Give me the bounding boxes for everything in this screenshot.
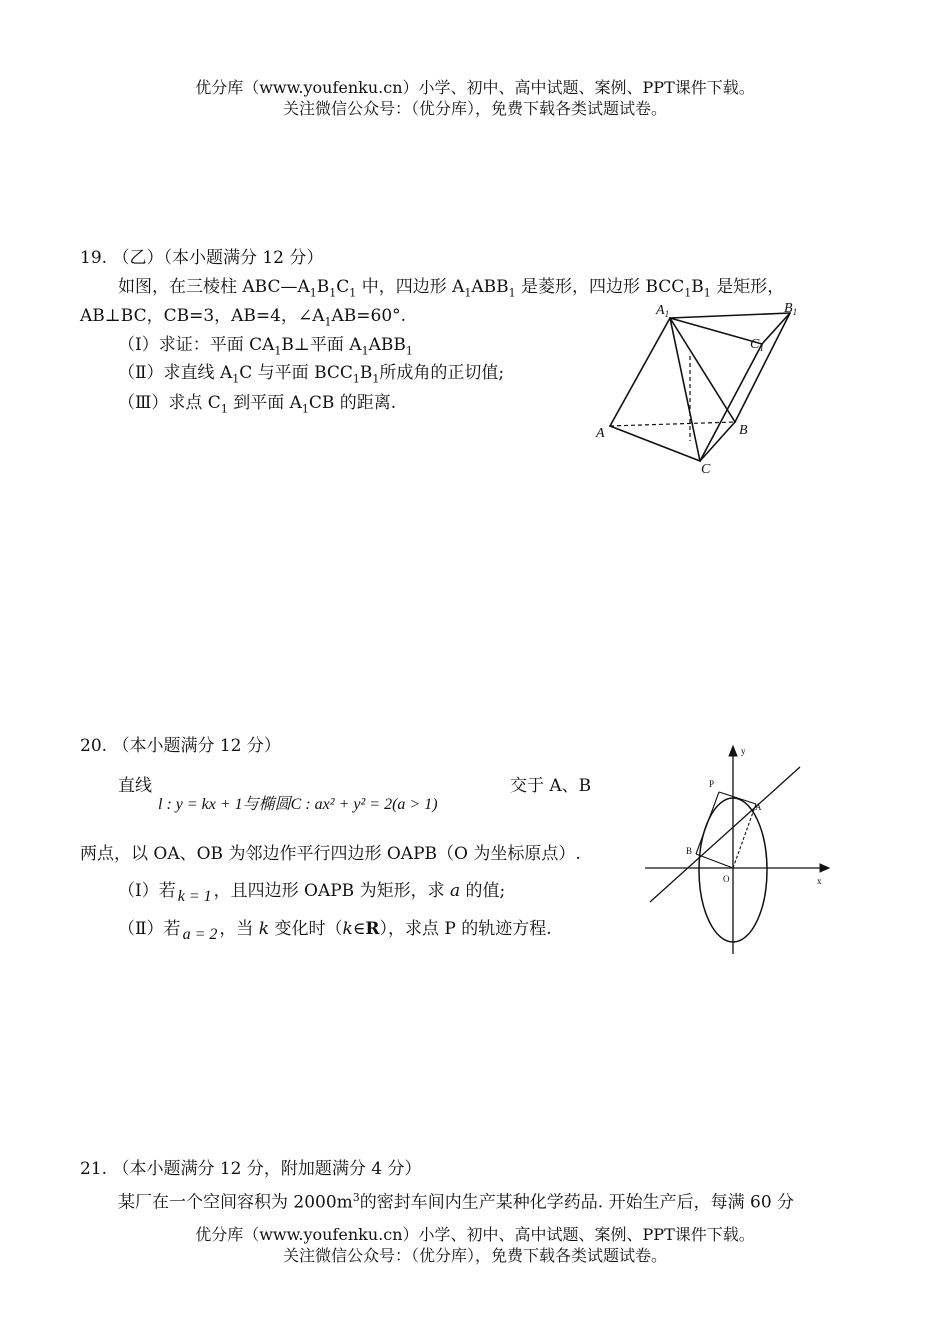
- q20-item-text: 的值;: [465, 881, 506, 901]
- q19-item-text: （Ⅲ）求点 C: [118, 393, 221, 413]
- q19-intro-text: 是矩形，: [710, 277, 785, 297]
- q20-formula: l : y = kx + 1与椭圆C : ax² + y² = 2(a > 1): [158, 796, 438, 813]
- superscript: 3: [352, 1191, 360, 1204]
- subscript: 1: [232, 372, 240, 386]
- q19-title: （乙）（本小题满分 12 分）: [112, 248, 324, 268]
- label-b1: $B_1$: [784, 301, 798, 317]
- edge-a-c: [610, 426, 700, 461]
- q21-number: 21.: [80, 1159, 108, 1179]
- q19-intro-text: 中，四边形 A: [356, 277, 465, 297]
- q19-intro-text: C: [336, 277, 350, 297]
- subscript: 1: [684, 286, 692, 300]
- q19-line2-text: AB=60°.: [331, 306, 407, 326]
- label-p: P: [709, 779, 715, 789]
- q19-item-1: [118, 334, 413, 362]
- q20-item-text: （Ⅱ）若: [118, 919, 181, 939]
- edge-c1-c: [700, 344, 762, 461]
- q20-item-text: ），求点 P 的轨迹方程.: [379, 919, 552, 939]
- q20-line2: 两点，以 OA、OB 为邻边作平行四边形 OAPB（O 为坐标原点）.: [80, 844, 581, 864]
- edge-b1-b: [735, 313, 790, 422]
- subscript: 1: [703, 286, 711, 300]
- label-y: y: [741, 746, 746, 756]
- subscript: 1: [309, 286, 317, 300]
- q20-number: 20.: [80, 736, 108, 756]
- x-axis-arrow-icon: [820, 864, 829, 872]
- y-axis-arrow-icon: [729, 746, 737, 756]
- subscript: 1: [324, 315, 332, 329]
- q20-item2-var: k: [258, 919, 270, 939]
- label-x: x: [817, 876, 822, 886]
- edge-a1-c: [670, 318, 700, 461]
- q21-text: 的密封车间内生产某种化学药品. 开始生产后，每满 60 分: [359, 1192, 795, 1213]
- subscript: 1: [349, 286, 357, 300]
- q19-item-text: （Ⅰ）求证：平面 CA: [118, 335, 275, 355]
- q20-title: （本小题满分 12 分）: [112, 736, 281, 756]
- edge-a-b-hidden: [610, 422, 735, 426]
- segment-pa: [719, 792, 756, 804]
- q19-item-2: [118, 362, 504, 390]
- q20-heading: [80, 735, 281, 757]
- q21-heading: [80, 1158, 422, 1180]
- q20-item-text: （Ⅰ）若: [118, 881, 176, 901]
- q19-item-text: CB 的距离.: [308, 393, 397, 413]
- label-b: B: [739, 423, 748, 438]
- q19-item-text: 到平面 A: [227, 393, 302, 413]
- q21-text: 某厂在一个空间容积为 2000m: [118, 1192, 353, 1213]
- q20-item2-real-set: R: [365, 919, 380, 939]
- label-a1: $A_1$: [656, 303, 670, 319]
- header-line-1: 优分库（www.youfenku.cn）小学、初中、高中试题、案例、PPT课件下载。: [195, 78, 755, 97]
- q19-heading: [80, 247, 323, 269]
- q20-item1-math: k = 1: [177, 888, 212, 905]
- q20-item-text: 变化时（: [274, 919, 343, 939]
- segment-oa: [733, 804, 756, 868]
- q19-item-text: B⊥平面 A: [281, 335, 362, 355]
- q19-intro-text: 是菱形，四边形 BCC: [515, 277, 685, 297]
- q20-item-1: [118, 880, 505, 903]
- q20-item1-var: a: [449, 881, 461, 901]
- edge-a1-b1: [670, 313, 790, 318]
- header-line-2: 关注微信公众号：（优分库），免费下载各类试题试卷。: [282, 99, 667, 118]
- q19-item-text: B: [359, 363, 373, 383]
- q19-intro-text: B: [691, 277, 704, 297]
- q20-item2-math: a = 2: [182, 926, 218, 943]
- q19-item-3: [118, 392, 396, 420]
- subscript: 1: [329, 286, 337, 300]
- segment-ob: [696, 854, 733, 868]
- q21-line1: [118, 1187, 794, 1214]
- q20-item-2: [118, 918, 552, 941]
- q20-line1-tail: 交于 A、B: [510, 776, 592, 796]
- q20-item2-var2: k: [342, 919, 353, 939]
- q19-line2-text: AB⊥BC，CB=3，AB=4，∠A: [80, 306, 325, 326]
- q19-line2: [80, 305, 406, 333]
- q20-item-text: ，且四边形 OAPB 为矩形，求: [213, 881, 445, 901]
- segment-bp: [696, 792, 719, 854]
- footer-line-2: 关注微信公众号：（优分库），免费下载各类试题试卷。: [282, 1246, 667, 1265]
- q19-item-text: ABB: [368, 335, 406, 355]
- q21-title: （本小题满分 12 分，附加题满分 4 分）: [112, 1159, 422, 1179]
- q20-item-text: ∈: [352, 919, 366, 939]
- q19-intro-text: ABB: [471, 277, 509, 297]
- q19-item-text: 所成角的正切值;: [379, 363, 505, 383]
- q19-intro-text: B: [316, 277, 330, 297]
- subscript: 1: [372, 372, 380, 386]
- footer-line-1: 优分库（www.youfenku.cn）小学、初中、高中试题、案例、PPT课件下载。: [195, 1225, 755, 1244]
- subscript: 1: [220, 402, 228, 416]
- subscript: 1: [464, 286, 472, 300]
- label-c1: $C_1$: [750, 337, 764, 353]
- q19-item-text: （Ⅱ）求直线 A: [118, 363, 233, 383]
- ellipse-figure: [640, 742, 830, 957]
- q20-lead: 直线: [118, 776, 152, 796]
- label-b: B: [686, 846, 693, 856]
- label-c: C: [701, 462, 711, 476]
- q19-intro-text: 如图，在三棱柱 ABC—A: [118, 277, 310, 297]
- q20-item-text: ，当: [219, 919, 254, 939]
- subscript: 1: [361, 344, 369, 358]
- subscript: 1: [274, 344, 282, 358]
- subscript: 1: [405, 344, 413, 358]
- label-a: A: [755, 802, 762, 812]
- label-a: A: [596, 426, 605, 441]
- label-o: O: [723, 874, 730, 884]
- q19-number: 19.: [80, 248, 108, 268]
- edge-a1-a: [610, 318, 670, 426]
- prism-figure: [590, 296, 815, 476]
- subscript: 1: [301, 402, 309, 416]
- subscript: 1: [508, 286, 516, 300]
- subscript: 1: [352, 372, 360, 386]
- q19-item-text: C 与平面 BCC: [239, 363, 353, 383]
